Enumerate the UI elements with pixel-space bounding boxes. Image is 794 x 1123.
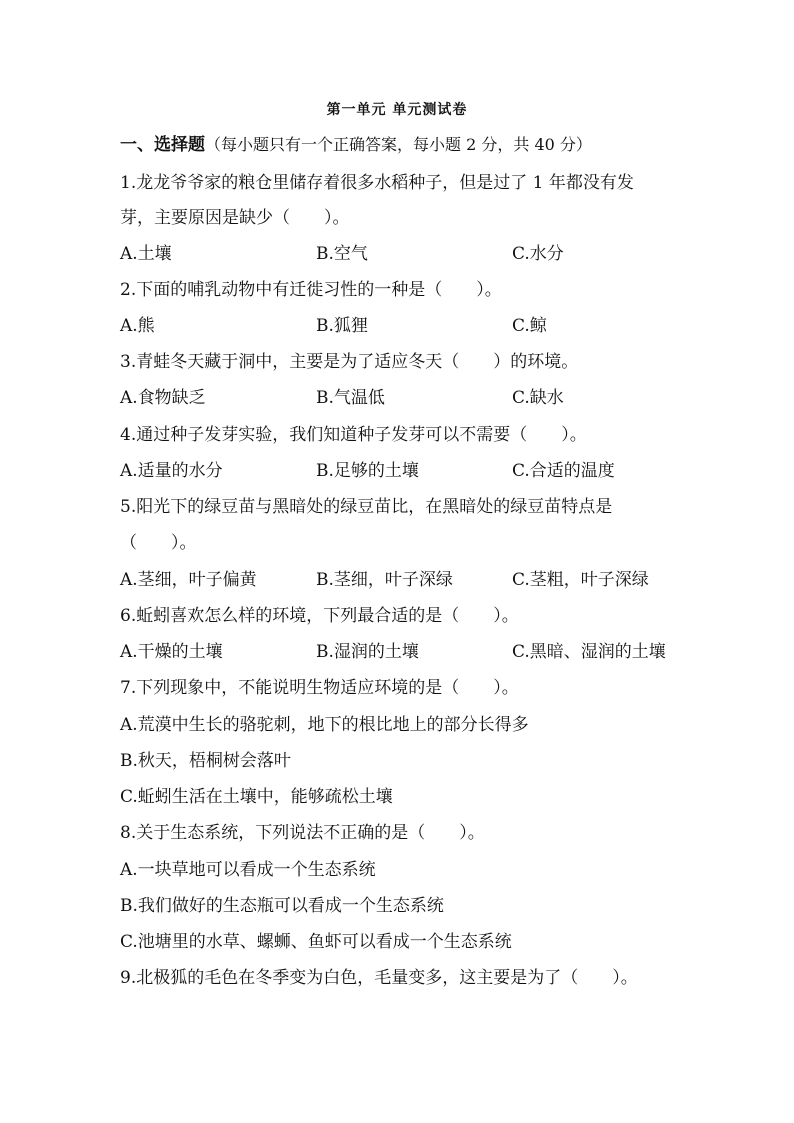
question-5-stem-line-1: 5.阳光下的绿豆苗与黑暗处的绿豆苗比，在黑暗处的绿豆苗特点是 (120, 497, 613, 517)
question-1-options (120, 243, 760, 265)
question-4-stem: 4.通过种子发芽实验，我们知道种子发芽可以不需要（ ）。 (120, 425, 587, 445)
question-5-option-a: A.茎细，叶子偏黄 (120, 570, 257, 590)
question-5-stem-line-2: （ ）。 (120, 533, 197, 553)
question-8-stem: 8.关于生态系统，下列说法不正确的是（ ）。 (120, 823, 485, 843)
question-3-option-a: A.食物缺乏 (120, 388, 206, 408)
question-1-option-a: A.土壤 (120, 244, 172, 264)
question-6-option-a: A.干燥的土壤 (120, 642, 223, 662)
question-8-option-c: C.池塘里的水草、螺蛳、鱼虾可以看成一个生态系统 (120, 932, 512, 952)
question-5-option-c: C.茎粗，叶子深绿 (512, 570, 649, 590)
question-3-option-c: C.缺水 (512, 388, 564, 408)
section-heading (120, 134, 592, 156)
question-8-option-b: B.我们做好的生态瓶可以看成一个生态系统 (120, 896, 444, 916)
question-6-options (120, 641, 760, 663)
question-4-options (120, 460, 760, 482)
question-5-options (120, 569, 760, 591)
question-2-option-b: B.狐狸 (316, 316, 368, 336)
question-5-option-b: B.茎细，叶子深绿 (316, 570, 453, 590)
section-heading-note: （每小题只有一个正确答案，每小题 2 分，共 40 分） (205, 135, 592, 154)
question-2-stem: 2.下面的哺乳动物中有迁徙习性的一种是（ ）。 (120, 280, 502, 300)
page-title: 第一单元 单元测试卷 (326, 102, 468, 118)
question-3-option-b: B.气温低 (316, 388, 385, 408)
question-7-option-a: A.荒漠中生长的骆驼刺，地下的根比地上的部分长得多 (120, 715, 529, 735)
question-7-option-c: C.蚯蚓生活在土壤中，能够疏松土壤 (120, 787, 393, 807)
question-3-options (120, 387, 760, 409)
question-2-option-a: A.熊 (120, 316, 155, 336)
question-3-stem: 3.青蛙冬天藏于洞中，主要是为了适应冬天（ ）的环境。 (120, 352, 579, 372)
question-4-option-a: A.适量的水分 (120, 461, 223, 481)
question-6-stem: 6.蚯蚓喜欢怎么样的环境，下列最合适的是（ ）。 (120, 606, 519, 626)
question-1-option-c: C.水分 (512, 244, 564, 264)
question-7-option-b: B.秋天，梧桐树会落叶 (120, 751, 291, 771)
question-6-option-c: C.黑暗、湿润的土壤 (512, 642, 666, 662)
question-2-option-c: C.鲸 (512, 316, 547, 336)
question-9-stem: 9.北极狐的毛色在冬季变为白色，毛量变多，这主要是为了（ ）。 (120, 968, 638, 988)
question-7-stem: 7.下列现象中，不能说明生物适应环境的是（ ）。 (120, 678, 519, 698)
section-heading-label: 一、选择题 (120, 135, 205, 155)
question-4-option-c: C.合适的温度 (512, 461, 615, 481)
question-8-option-a: A.一块草地可以看成一个生态系统 (120, 860, 376, 880)
question-1-stem-line-2: 芽，主要原因是缺少（ ）。 (120, 208, 350, 228)
question-1-stem-line-1: 1.龙龙爷爷家的粮仓里储存着很多水稻种子，但是过了 1 年都没有发 (120, 173, 634, 193)
question-4-option-b: B.足够的土壤 (316, 461, 419, 481)
question-6-option-b: B.湿润的土壤 (316, 642, 419, 662)
question-1-option-b: B.空气 (316, 244, 368, 264)
question-2-options (120, 315, 760, 337)
